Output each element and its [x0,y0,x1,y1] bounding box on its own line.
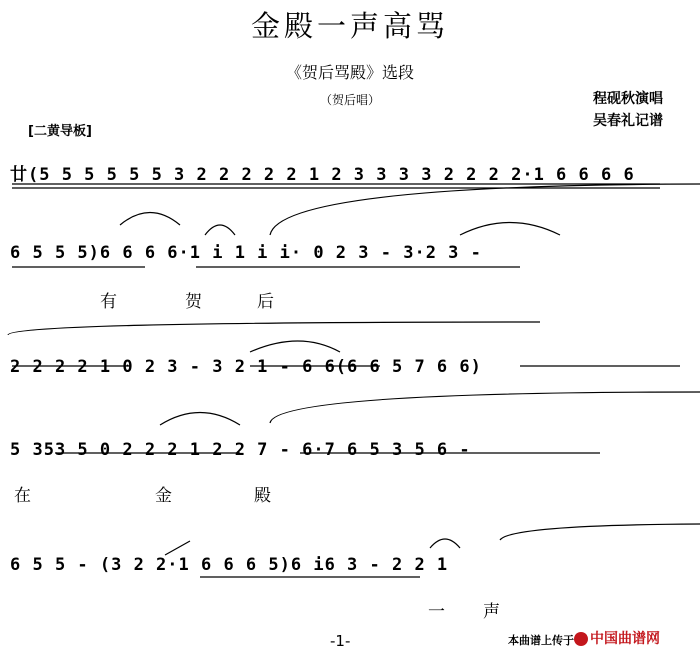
lyric-char: 在 [14,486,31,506]
transcriber-credit: 吴春礼记谱 [593,113,663,129]
upload-note: 本曲谱上传于 [508,634,574,647]
role-note: （贺后唱） [319,93,380,107]
notation-row-4: 5 353 5 0 2 2 2 1 2 2 7 - 6·7 6 5 3 5 6 - [10,440,471,460]
lyric-char: 金 [155,486,172,506]
site-logo [574,628,660,648]
tempo-marking: [二黄导板] [28,124,92,139]
notation-row-5: 6 5 5 - (3 2 2·1 6 6 6 5)6 i6 3 - 2 2 1 [10,555,449,575]
lyric-char: 殿 [254,486,271,506]
lyric-char: 有 [100,292,117,312]
lyric-char: 声 [483,602,500,622]
song-title: 金殿一声高骂 [250,9,449,43]
lyric-char: 贺 [185,292,202,312]
performer-credit: 程砚秋演唱 [593,91,663,107]
page-number: -1- [330,632,351,650]
lyric-char: 一 [428,602,445,622]
song-subtitle: 《贺后骂殿》选段 [285,63,414,82]
notation-row-1: 廿(5 5 5 5 5 5 3 2 2 2 2 2 1 2 3 3 3 3 2 2 2 2·1 6 6 6 6 [10,165,635,185]
site-logo-text: 中国曲谱网 [590,631,660,647]
logo-icon [574,632,588,646]
lyric-char: 后 [257,292,274,312]
notation-row-3: 2 2 2 2 1 0 2 3 - 3 2 1 - 6 6(6 6 5 7 6 6) [10,357,482,377]
notation-row-2: 6 5 5 5)6 6 6 6·1 i 1 i i· 0 2 3 - 3·2 3 - [10,243,482,263]
